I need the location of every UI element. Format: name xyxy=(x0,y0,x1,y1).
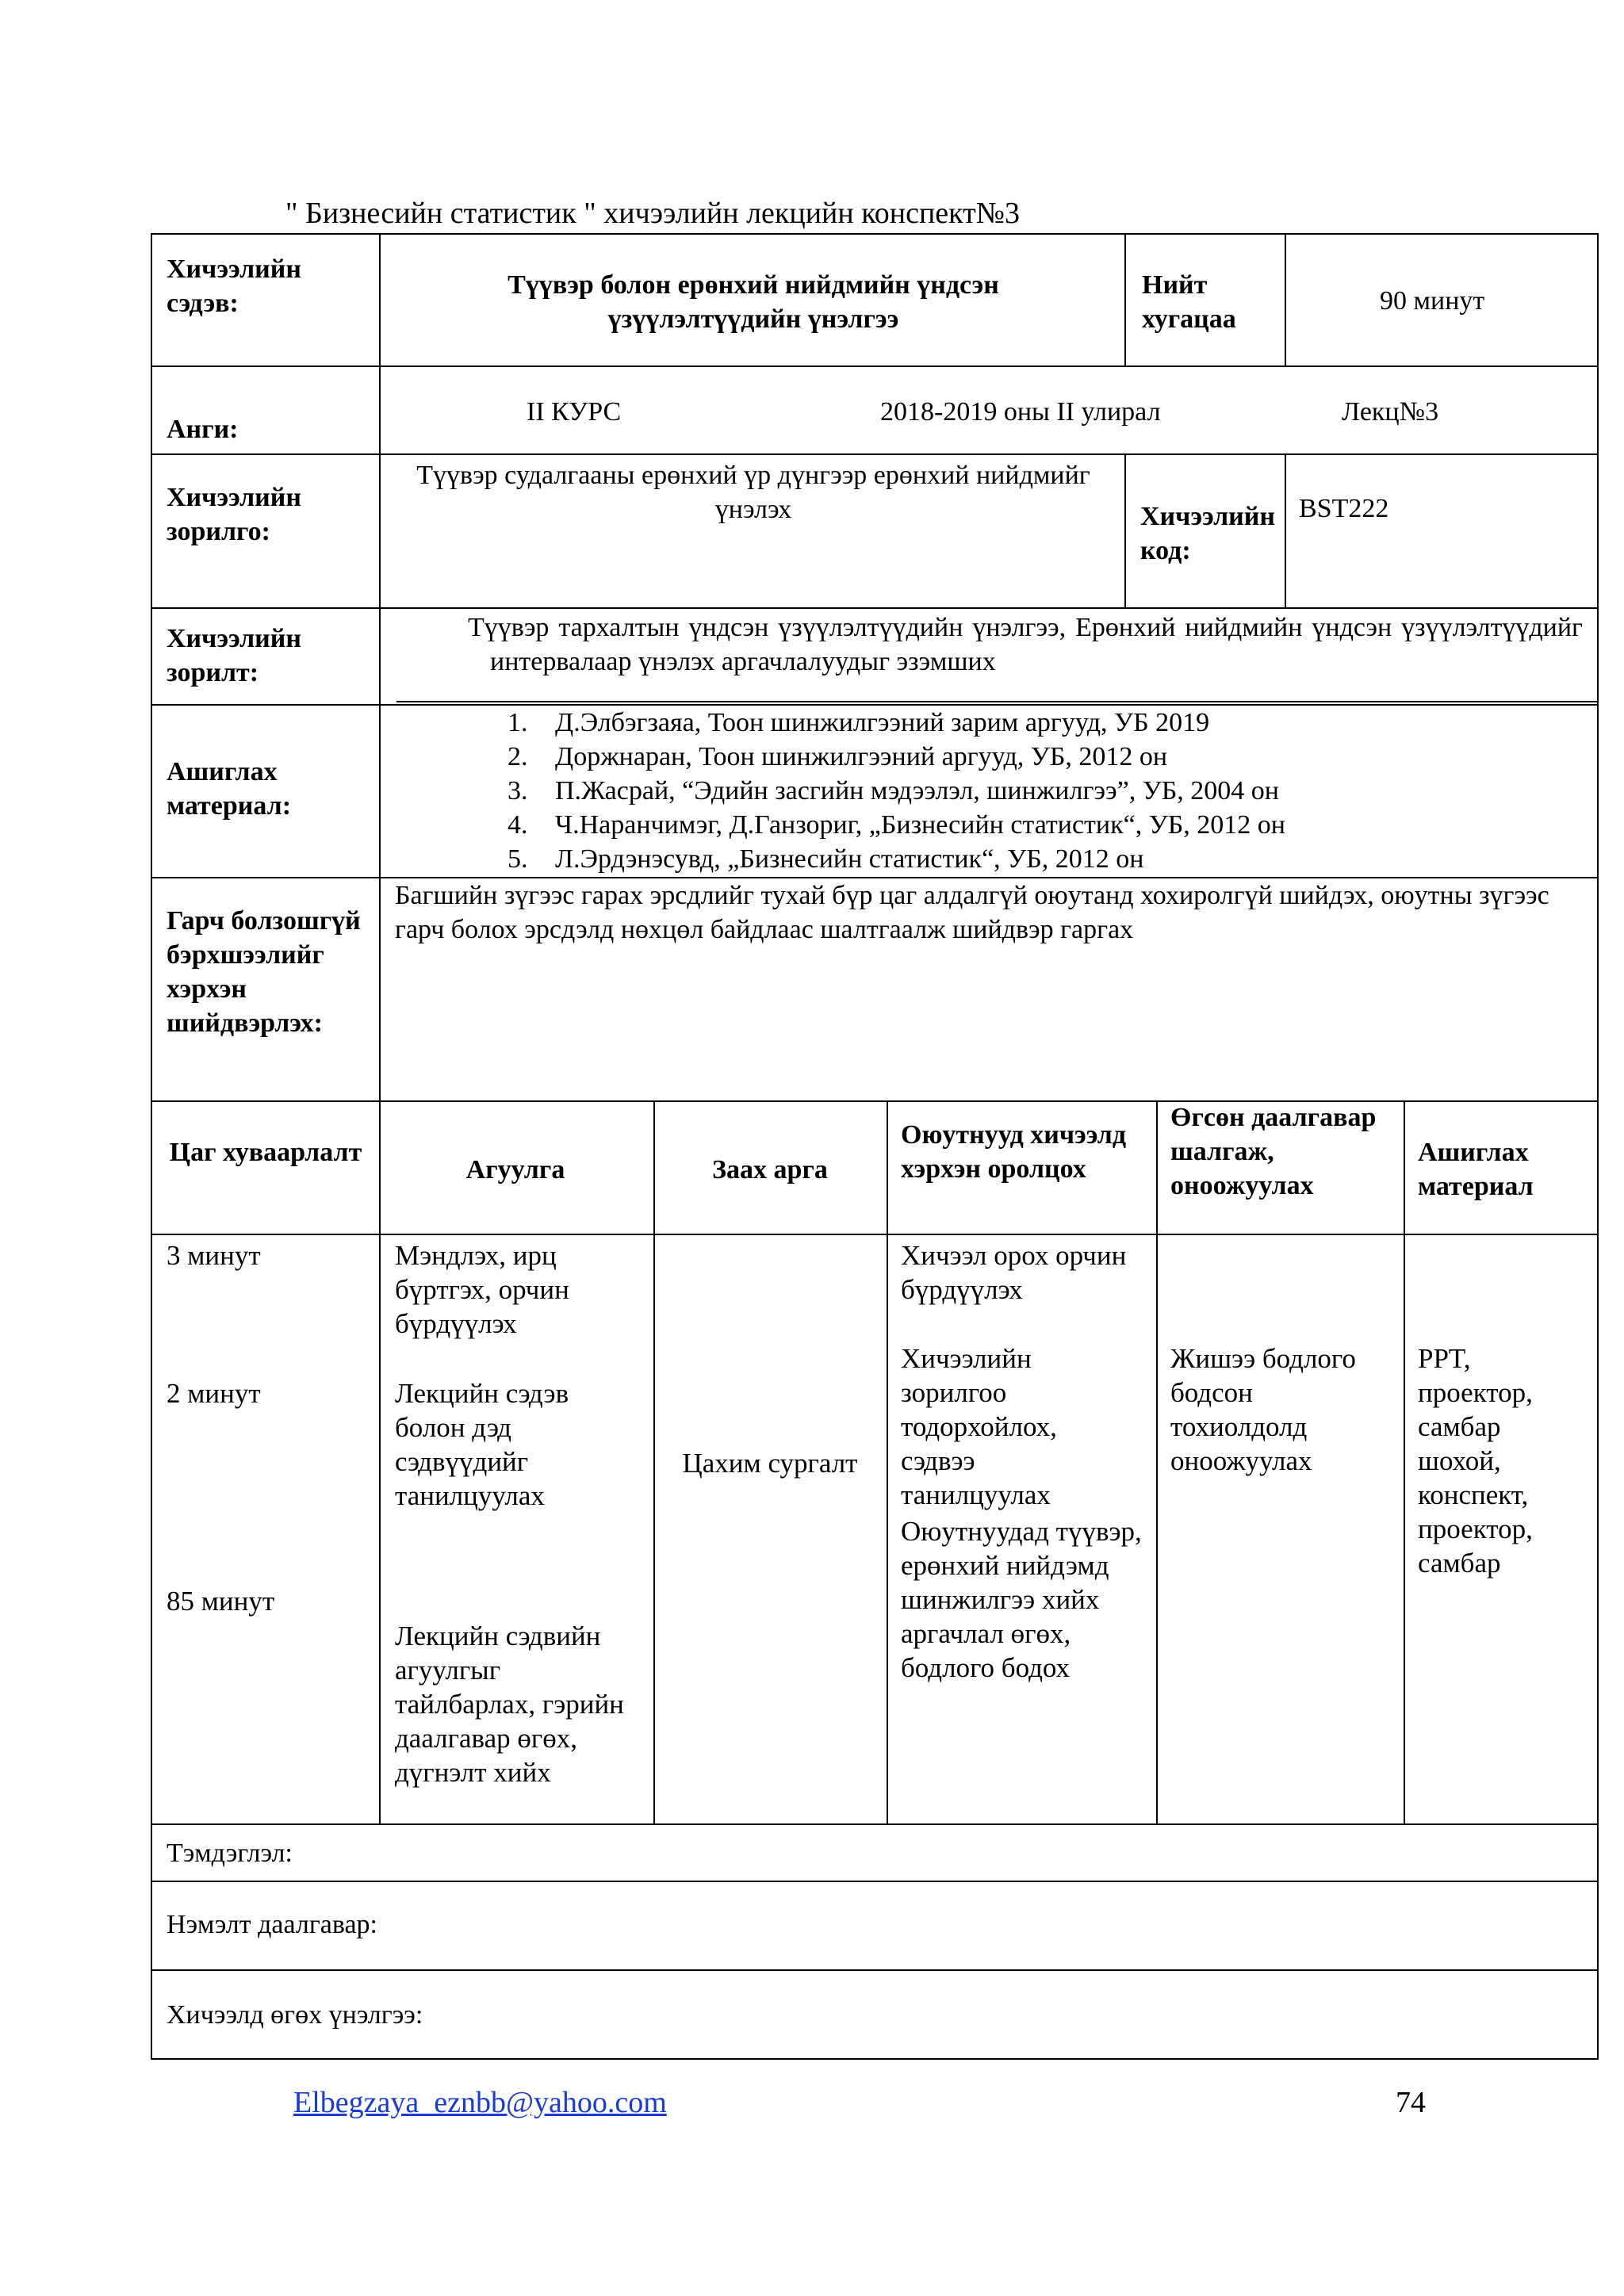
extra-task-label: Нэмэлт даалгавар: xyxy=(167,1910,378,1939)
materials-label: Ашиглах материал: xyxy=(167,757,292,821)
topic-value: Түүвэр болон ерөнхий нийдмийн үндсэн үзүүлэлтүүдийн үнэлгээ xyxy=(508,270,999,334)
duration-value: 90 минут xyxy=(1380,286,1485,316)
term-value: 2018-2019 оны II улирал xyxy=(880,397,1161,427)
code-label: Хичээлийн код: xyxy=(1140,502,1275,565)
list-item: 1. Д.Элбэгзаяа, Тоон шинжилгээний зарим аргууд, УБ 2019 xyxy=(508,708,1210,737)
time-slot: 2 минут xyxy=(167,1378,261,1409)
material-text: PPT, проектор, самбар шохой, конспект, проектор, самбар xyxy=(1418,1343,1533,1578)
time-slot: 3 минут xyxy=(167,1240,261,1271)
topic-label: Хичээлийн сэдэв: xyxy=(167,254,301,318)
participation-item: Хичээл орох орчин бүрдүүлэх xyxy=(901,1240,1127,1305)
header-participation: Оюутнууд хичээлд хэрхэн оролцох xyxy=(901,1120,1127,1184)
lesson-plan-table xyxy=(151,233,1599,2060)
participation-item: Хичээлийн зорилгоо тодорхойлох, сэдвээ танилцуулах xyxy=(901,1343,1057,1510)
header-content: Агуулга xyxy=(465,1155,565,1184)
risk-value: Багшийн зүгээс гарах эрсдлийг тухай бүр цаг алдалгүй оюутанд хохиролгүй шийдэх, оюутны зүгээс гарч болох эрсдэлд нөхцөл байдлаас шалтгаалж шийдвэр гаргах xyxy=(395,881,1549,944)
list-item: 5. Л.Эрдэнэсувд, „Бизнесийн статистик“, УБ, 2012 он xyxy=(508,844,1144,874)
content-item: Лекцийн сэдэв болон дэд сэдвүүдийг танилцуулах xyxy=(395,1378,569,1511)
content-item: Лекцийн сэдвийн агуулгыг тайлбарлах, гэрийн даалгавар өгөх, дүгнэлт хийх xyxy=(395,1621,624,1788)
header-material: Ашиглах материал xyxy=(1418,1138,1534,1201)
evaluation-label: Хичээлд өгөх үнэлгээ: xyxy=(167,2000,423,2030)
page-number: 74 xyxy=(1396,2086,1426,2119)
header-method: Заах арга xyxy=(712,1155,828,1184)
teaching-method: Цахим сургалт xyxy=(682,1448,858,1479)
content-item: Мэндлэх, ирц бүртгэх, орчин бүрдүүлэх xyxy=(395,1240,569,1339)
class-label: Анги: xyxy=(167,415,239,444)
list-item: 2. Доржнаран, Тоон шинжилгээний аргууд, УБ, 2012 он xyxy=(508,742,1168,771)
duration-label: Нийт хугацаа xyxy=(1142,270,1236,334)
header-time: Цаг хуваарлалт xyxy=(169,1138,362,1167)
lecture-value: Лекц№3 xyxy=(1342,397,1439,427)
code-value: BST222 xyxy=(1299,494,1389,523)
author-email-link[interactable]: Elbegzaya_eznbb@yahoo.com xyxy=(293,2086,667,2119)
assessment-text: Жишээ бодлого бодсон тохиолдолд оноожуулах xyxy=(1170,1343,1356,1476)
header-assessment: Өгсөн даалгавар шалгаж, оноожуулах xyxy=(1170,1103,1377,1200)
materials-list xyxy=(508,706,1586,876)
objective-label: Хичээлийн зорилт: xyxy=(167,624,301,687)
time-slot: 85 минут xyxy=(167,1586,275,1617)
objective-value: Түүвэр тархалтын үндсэн үзүүлэлтүүдийн үнэлгээ, Ерөнхий нийдмийн үндсэн үзүүлэлтүүдийг интервалаар үнэлэх аргачлалуудыг эзэмших xyxy=(468,613,1583,676)
participation-item: Оюутнуудад түүвэр, ерөнхий нийдэмд шинжилгээ хийх аргачлал өгөх, бодлого бодох xyxy=(901,1516,1142,1683)
document-title: " Бизнесийн статистик " хичээлийн лекцийн конспект№3 xyxy=(285,197,1020,230)
list-item: 3. П.Жасрай, “Эдийн засгийн мэдээлэл, шинжилгээ”, УБ, 2004 он xyxy=(508,776,1279,806)
goal-label: Хичээлийн зорилго: xyxy=(167,483,301,546)
risk-label: Гарч болзошгүй бэрхшээлийг хэрхэн шийдвэрлэх: xyxy=(167,906,361,1038)
list-item: 4. Ч.Наранчимэг, Д.Ганзориг, „Бизнесийн статистик“, УБ, 2012 он xyxy=(508,810,1286,840)
course-value: II КУРС xyxy=(527,397,622,427)
goal-value: Түүвэр судалгааны ерөнхий үр дүнгээр ерөнхий нийдмийг үнэлэх xyxy=(416,461,1090,524)
remarks-label: Тэмдэглэл: xyxy=(167,1839,293,1868)
